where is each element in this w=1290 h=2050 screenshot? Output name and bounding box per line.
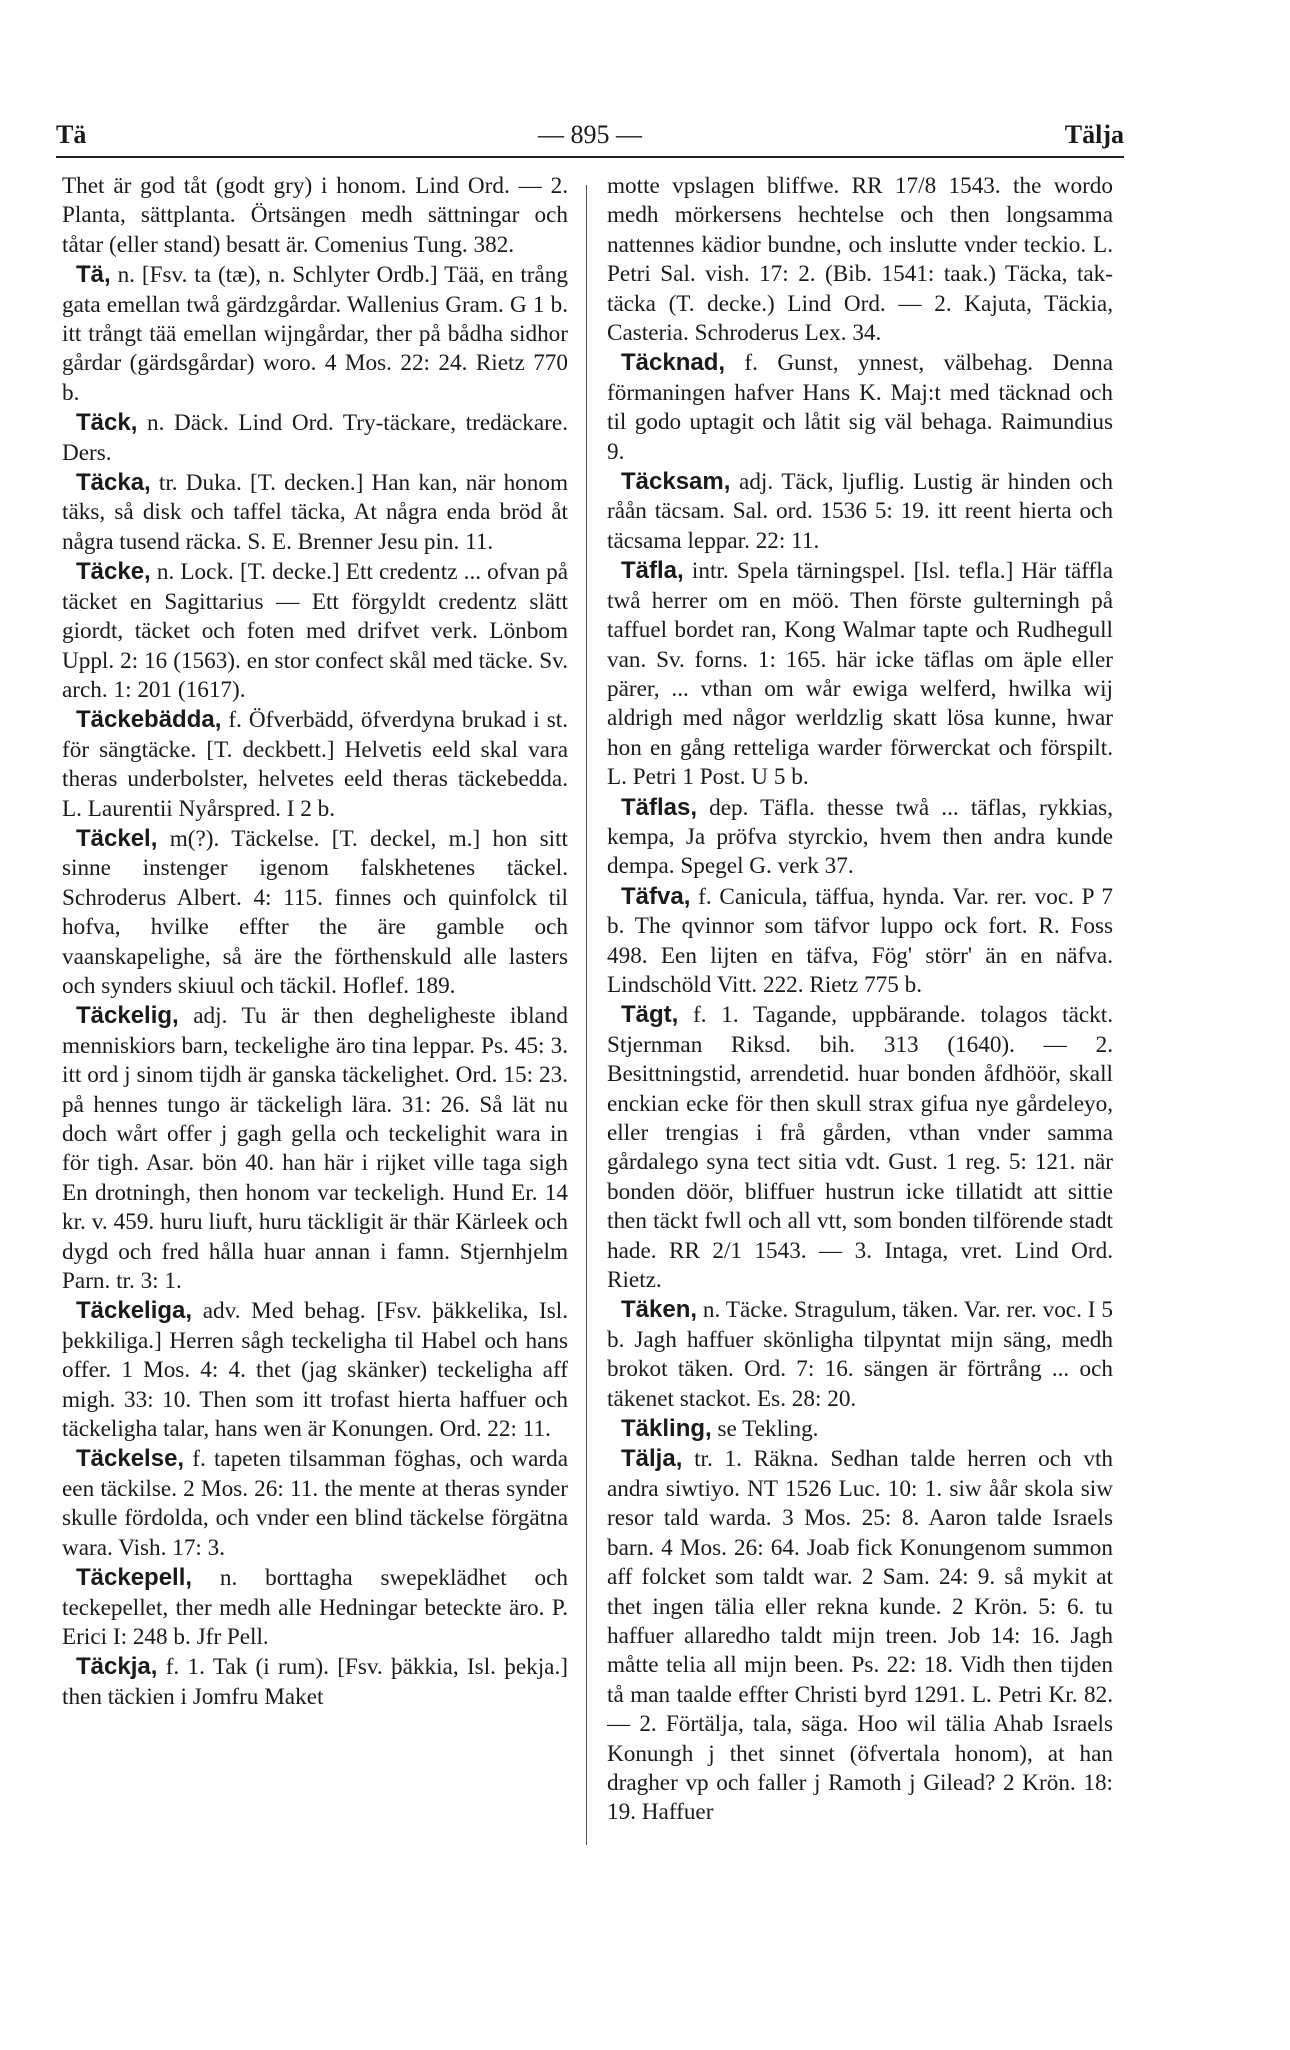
entry-text: n. borttagha swepeklädhet och teckepellet, ther medh alle Hedningar beteckte äro. P. Erici I: 248 b. Jfr Pell. <box>62 1565 568 1650</box>
dictionary-entry <box>62 824 568 1001</box>
entry-text: m(?). Täckelse. [T. deckel, m.] hon sitt sinne instenger igenom falskhetenes täckel. Schroderus Albert. 4: 115. finnes och quinfolck til hofva, hvilke effter the äre gamble och vaanskapelighe, så äre the förthenskuld alle lasters och synders skiuul och täckil. Hoflef. 189. <box>62 825 568 999</box>
headword: Täfva, <box>621 882 691 910</box>
headword: Täcknad, <box>621 349 726 377</box>
entry-text: n. Lock. [T. decke.] Ett credentz ... ofvan på täcket en Sagittarius — Ett förgyldt credentz slätt giordt, täcket och foten med drifvet verk. Lönbom Uppl. 2: 16 (1563). en stor confect skål med täcke. Sv. arch. 1: 201 (1617). <box>62 559 568 703</box>
entry-text: Thet är god tåt (godt gry) i honom. Lind Ord. — 2. Planta, sättplanta. Örtsängen medh sättningar och tåtar (eller stand) besatt är. Comenius Tung. 382. <box>62 173 568 258</box>
page-number: — 895 — <box>538 120 642 149</box>
dictionary-entry <box>62 468 568 557</box>
headword: Täfla, <box>621 557 684 585</box>
headword: Tä, <box>76 261 111 289</box>
dictionary-entry <box>62 1652 568 1712</box>
dictionary-entry <box>607 1000 1113 1295</box>
column-divider <box>586 185 587 1845</box>
left-column <box>62 172 568 2032</box>
dictionary-entry <box>62 557 568 705</box>
entry-text: tr. Duka. [T. decken.] Han kan, när honom täks, så disk och taffel täcka, At några enda bröd åt några tusend räcka. S. E. Brenner Jesu pin. 11. <box>62 470 568 555</box>
headword: Täcksam, <box>621 468 731 496</box>
dictionary-entry <box>607 348 1113 467</box>
entry-text: intr. Spela tärningspel. [Isl. tefla.] Här täffla twå herrer om en möö. Then förste gulterningh på taffuel bordet ran, Kong Walmar tapte och Rudhegull van. Sv. forns. 1: 165. här icke täflas om äple eller pärer, ... vthan om wår ewiga welferd, hwilka wij aldrigh med någor werldzlig skatt lösa kunne, hwar hon en gång retteliga warder förwerckat och förspilt. L. Petri 1 Post. U 5 b. <box>607 558 1113 791</box>
entry-text: dep. Täfla. thesse twå ... täflas, rykkias, kempa, Ja pröfva styrckio, hvem then andra kunde dempa. Spegel G. verk 37. <box>607 794 1113 880</box>
dictionary-entry <box>62 1444 568 1563</box>
header-rule <box>56 156 1124 158</box>
headword: Täckja, <box>76 1653 158 1681</box>
headword: Täckelig, <box>76 1002 179 1030</box>
dictionary-entry <box>62 260 568 408</box>
dictionary-entry <box>607 882 1113 1001</box>
dictionary-entry <box>607 1444 1113 1827</box>
headword: Täkling, <box>621 1415 712 1443</box>
headword: Täcka, <box>76 469 151 497</box>
dictionary-entry <box>607 1414 1113 1444</box>
entry-text: f. 1. Tak (i rum). [Fsv. þäkkia, Isl. þekja.] then täckien i Jomfru Maket <box>62 1654 568 1710</box>
entry-text: adv. Med behag. [Fsv. þäkkelika, Isl. þekkiliga.] Herren sågh teckeligha til Habel och hans offer. 1 Mos. 4: 4. thet (jag skänker) teckeligha aff migh. 33: 10. Then som itt trofast hierta haffuer och täckeligha talar, hans wen är Konungen. Ord. 22: 11. <box>62 1298 568 1443</box>
entry-text: f. Gunst, ynnest, välbehag. Denna förmaningen hafver Hans K. Maj:t med täcknad och til godo uptagit och låtit sig väl behaga. Raimundius 9. <box>607 350 1113 465</box>
dictionary-entry <box>607 1295 1113 1414</box>
headword: Tägt, <box>621 1001 679 1029</box>
entry-text: n. [Fsv. ta (tæ), n. Schlyter Ordb.] Tää, en trång gata emellan twå gärdzgårdar. Wallenius Gram. G 1 b. itt trångt tää emellan wijngårdar, ther på bådha sidhor gårdar (gärdsgårdar) woro. 4 Mos. 22: 24. Rietz 770 b. <box>62 262 568 406</box>
entry-text: n. Däck. Lind Ord. Try-täckare, tredäckare. Ders. <box>62 410 568 466</box>
entry-continuation <box>62 172 568 260</box>
headword: Tälja, <box>621 1445 683 1473</box>
entry-text: n. Täcke. Stragulum, täken. Var. rer. voc. I 5 b. Jagh haffuer skönligha tilpyntat mijn säng, medh brokot täken. Ord. 7: 16. sängen är förtrång ... och täkenet stackot. Es. 28: 20. <box>607 1297 1113 1412</box>
headword: Täckelse, <box>76 1445 185 1473</box>
dictionary-entry <box>62 1563 568 1652</box>
dictionary-entry <box>607 793 1113 882</box>
entry-continuation <box>607 172 1113 348</box>
dictionary-entry <box>62 408 568 468</box>
entry-text: adj. Tu är then degheligheste ibland menniskiors barn, teckelighe äro tina leppar. Ps. 45: 3. itt ord j sinom tijdh är ganska täckelighet. Ord. 15: 23. på hennes tungo är täckeligh lära. 31: 26. Så lät nu doch wårt offer j gagh gella och teckelighit wara in för tigh. Asar. bön 40. han här i rijket ville taga sigh En drotningh, then honom var teckeligh. Hund Er. 14 kr. v. 459. huru liuft, huru täckligit är thär Kärleek och dygd och fred hålla huar annan i famn. Stjernhjelm Parn. tr. 3: 1. <box>62 1003 568 1295</box>
header-right-guideword: Tälja <box>1064 120 1124 149</box>
headword: Täken, <box>621 1296 698 1324</box>
entry-text: adj. Täck, ljuflig. Lustig är hinden och råån täcsam. Sal. ord. 1536 5: 19. itt reent hierta och täcsama leppar. 22: 11. <box>607 469 1113 554</box>
entry-text: f. tapeten tilsamman föghas, och warda een täckilse. 2 Mos. 26: 11. the mente at theras synder skulle fördolda, och vnder een blind täckelse förgätna wara. Vish. 17: 3. <box>62 1446 568 1561</box>
headword: Täflas, <box>621 793 698 821</box>
headword: Täckepell, <box>76 1564 193 1592</box>
headword: Täckeliga, <box>76 1297 193 1325</box>
headword: Täckel, <box>76 824 158 852</box>
headword: Täckebädda, <box>76 706 222 734</box>
dictionary-entry <box>607 556 1113 792</box>
header-left-guideword: Tä <box>56 120 87 149</box>
dictionary-entry <box>607 467 1113 556</box>
entry-text: f. Canicula, täffua, hynda. Var. rer. voc. P 7 b. The qvinnor som täfvor luppo ock fort. R. Foss 498. Een lijten en täfva, Fög' störr' än en näfva. Lindschöld Vitt. 222. Rietz 775 b. <box>607 883 1113 998</box>
headword: Täcke, <box>76 558 151 586</box>
entry-text: tr. 1. Räkna. Sedhan talde herren och vth andra siwtiyo. NT 1526 Luc. 10: 1. siw åår skola siw resor tald warda. 3 Mos. 25: 8. Aaron talde Israels barn. 4 Mos. 26: 64. Joab fick Konungenom summon aff folcket som taldt war. 2 Sam. 24: 9. så mykit at thet ingen tälia eller rekna kunde. 2 Krön. 5: 6. tu haffuer allaredho taldt mijn treen. Job 14: 16. Jagh måtte telia all mijn been. Ps. 22: 18. Vidh then tijden tå man taalde effter Christi byrd 1291. L. Petri Kr. 82. — 2. Förtälja, tala, säga. Hoo wil tälia Ahab Israels Konungh j thet sinnet (öfvertala honom), at han dragher vp och faller j Ramoth j Gilead? 2 Krön. 18: 19. Haffuer <box>607 1446 1113 1826</box>
entry-text: f. Öfverbädd, öfverdyna brukad i st. för sängtäcke. [T. deckbett.] Helvetis eeld skal vara theras underbolster, helvetes eeld theras täckebedda. L. Laurentii Nyårspred. I 2 b. <box>62 707 568 822</box>
page-header <box>56 112 1124 152</box>
entry-text: motte vpslagen bliffwe. RR 17/8 1543. the wordo medh mörkersens hechtelse och then longsamma nattennes kädior bundne, och inslutte vnder teckio. L. Petri Sal. vish. 17: 2. (Bib. 1541: taak.) Täcka, tak-täcka (T. decke.) Lind Ord. — 2. Kajuta, Täckia, Casteria. Schroderus Lex. 34. <box>607 173 1113 347</box>
right-column <box>607 172 1113 2032</box>
dictionary-entry <box>62 705 568 824</box>
entry-text: se Tekling. <box>711 1416 819 1443</box>
entry-text: f. 1. Tagande, uppbärande. tolagos täckt. Stjernman Riksd. bih. 313 (1640). — 2. Besittningstid, arrendetid. huar bonden åfdhöör, skall enckian ecke för then skull strax gifua nye gårdeleyo, eller trengias i frå gården, vthan vnder samma gårdalego syna tect sitia vdt. Gust. 1 reg. 5: 121. när bonden döör, bliffuer hustrun icke tillatidt att sittie then täckt fwll och all vtt, som bonden tilförende stadt hade. RR 2/1 1543. — 3. Intaga, vret. Lind Ord. Rietz. <box>607 1002 1113 1294</box>
dictionary-entry <box>62 1001 568 1296</box>
headword: Täck, <box>76 409 138 437</box>
dictionary-entry <box>62 1296 568 1444</box>
